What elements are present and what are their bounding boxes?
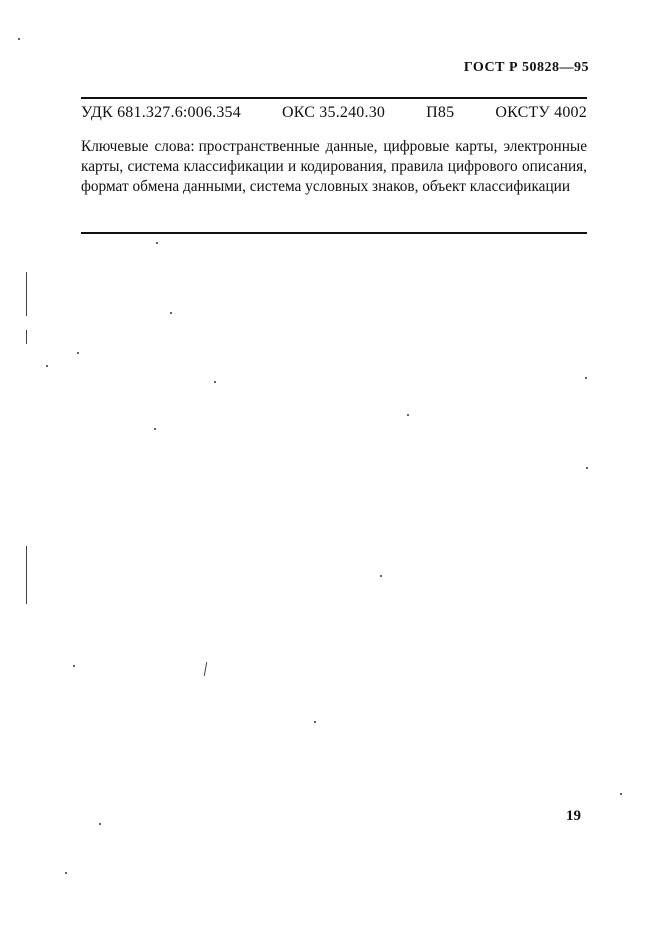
bottom-rule — [81, 232, 587, 234]
udk-code: УДК 681.327.6:006.354 — [81, 104, 241, 121]
okstu-code: ОКСТУ 4002 — [495, 104, 587, 121]
classification-row — [81, 104, 587, 122]
oks-code: ОКС 35.240.30 — [282, 104, 386, 121]
keywords-paragraph — [81, 137, 587, 197]
page-number: 19 — [566, 808, 581, 824]
keywords-label: Ключевые слова: — [81, 138, 195, 155]
keywords-text: пространственные данные, цифровые карты, электронные карты, система классификации и кодирования, правила цифрового описания, формат обмена данными, система условных знаков, объект классификации — [81, 138, 587, 195]
standard-code: ГОСТ Р 50828—95 — [463, 60, 589, 75]
top-rule — [81, 97, 587, 99]
group-code: П85 — [426, 104, 455, 121]
